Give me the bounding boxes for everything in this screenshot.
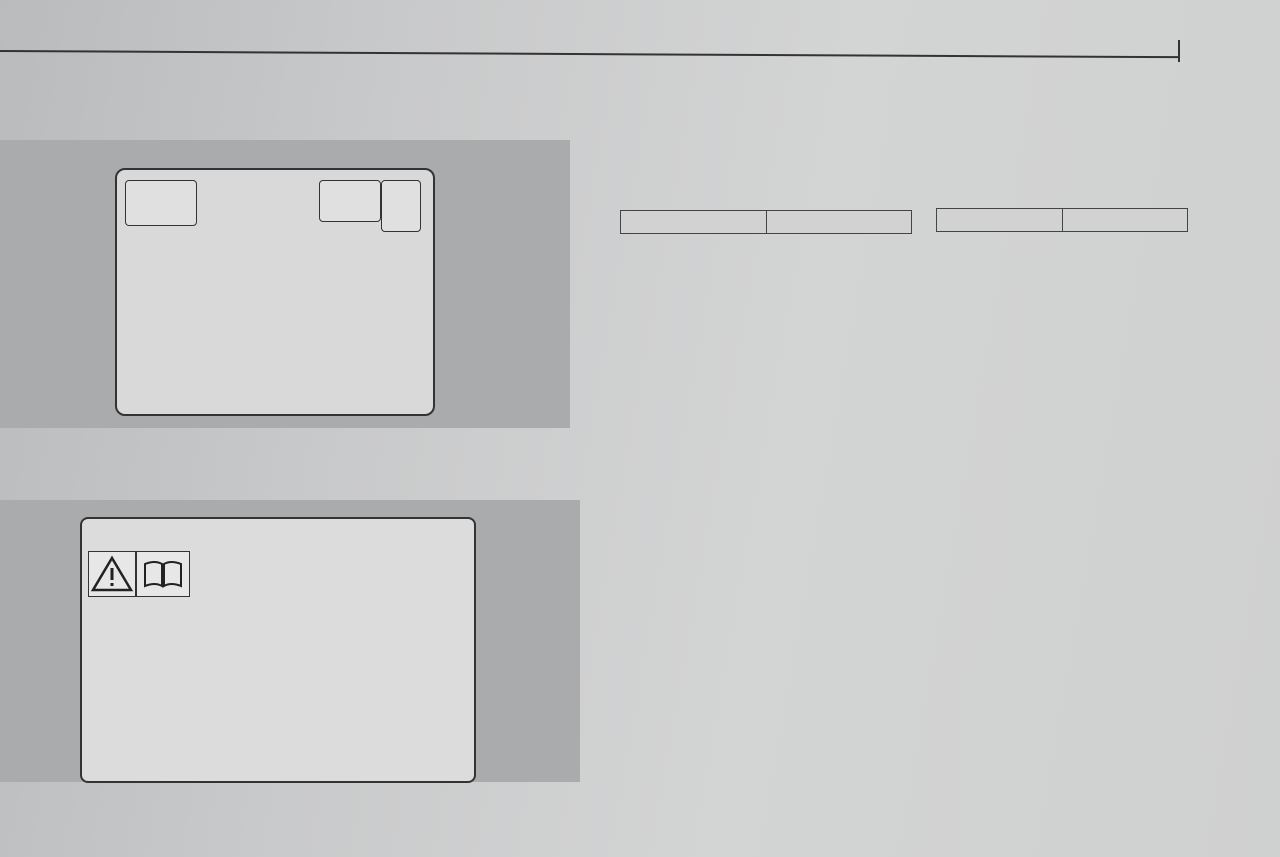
header-rule <box>0 50 1180 58</box>
relay-38 <box>381 180 421 232</box>
manual-book-icon <box>136 551 190 597</box>
relay-slot <box>125 180 197 226</box>
warning-icon <box>88 551 136 597</box>
fuse-table-1 <box>620 210 912 234</box>
col-num <box>937 209 1063 232</box>
fuse-box-diagram <box>115 168 435 416</box>
col-num <box>621 211 767 234</box>
col-circuit <box>766 211 912 234</box>
fuse-table-2 <box>936 208 1188 232</box>
fuse-label-diagram <box>80 517 476 783</box>
header-rule-end <box>1178 40 1180 62</box>
relay-slot <box>319 180 381 222</box>
col-circuit <box>1062 209 1188 232</box>
